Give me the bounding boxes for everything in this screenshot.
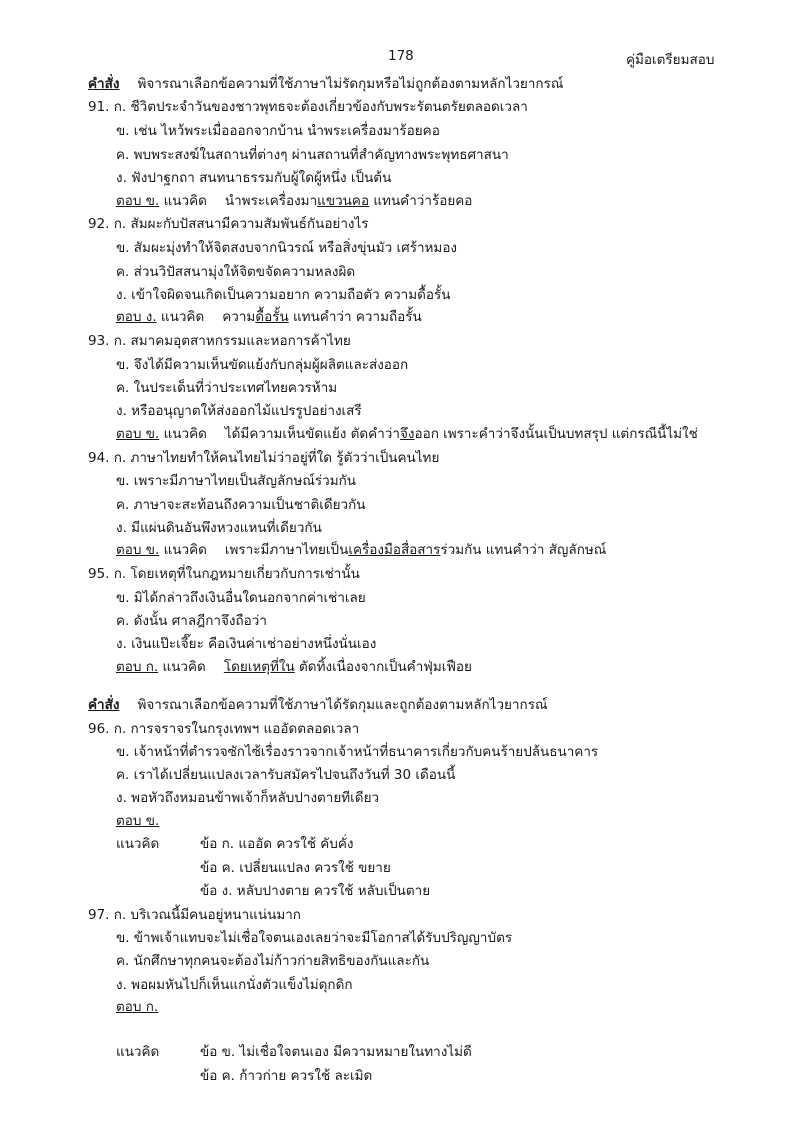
q97-option-d: ง. พอผมหันไปก็เห็นแกนั่งตัวแข็งไม่ดุกดิก (116, 977, 353, 993)
q94-explanation: เพราะมีภาษาไทยเป็น (224, 542, 349, 558)
q96-answer: ตอบ ข. (116, 813, 160, 829)
book-title: คู่มือเตรียมสอบ (626, 52, 715, 68)
q91-answer: ตอบ ข. (116, 193, 160, 209)
q95-explanation-key: โดยเหตุที่ใน (223, 659, 295, 675)
q91-explanation-key: แขวนคอ (317, 193, 370, 209)
q94-answer-line (116, 540, 606, 560)
q95-answer: ตอบ ก. (116, 659, 159, 675)
q94-explanation-rest: ร่วมกัน แทนคำว่า สัญลักษณ์ (440, 542, 607, 558)
q93-answer-line (116, 424, 698, 444)
section-2-command (88, 695, 548, 715)
command-label: คำสั่ง (88, 76, 120, 92)
q94-explanation-key: เครื่องมือสื่อสาร (348, 542, 441, 558)
q95-option-c: ค. ดังนั้น ศาลฎีกาจึงถือว่า (116, 613, 267, 629)
q94-answer: ตอบ ข. (116, 542, 160, 558)
q92-option-a: 92. ก. สัมผะกับปัสสนามีความสัมพันธ์กันอย่างไร (88, 216, 369, 232)
q96-concept-label: แนวคิด (116, 836, 160, 852)
q94-option-d: ง. มีแผ่นดินอันพึงหวงแหนที่เดียวกัน (116, 520, 322, 536)
q97-answer: ตอบ ก. (116, 999, 159, 1015)
q97-option-b: ข. ข้าพเจ้าแทบจะไม่เชื่อใจตนเองเลยว่าจะมีโอกาสได้รับปริญญาบัตร (116, 930, 513, 946)
q92-concept-label: แนวคิด (160, 309, 205, 325)
q97-concept-label: แนวคิด (116, 1044, 160, 1060)
q93-answer: ตอบ ข. (116, 426, 160, 442)
q94-concept-label: แนวคิด (163, 542, 207, 558)
q92-option-b: ข. สัมผะมุ่งทำให้จิตสงบจากนิวรณ์ หรือสิ่งขุ่นมัว เศร้าหมอง (116, 240, 458, 256)
q92-answer-line (116, 307, 422, 327)
q95-answer-line (116, 657, 472, 677)
q91-option-a: 91. ก. ชีวิตประจำวันของชาวพุทธจะต้องเกี่ยวข้องกับพระรัตนตรัยตลอดเวลา (88, 99, 528, 115)
q91-explanation: นำพระเครื่องมา (224, 193, 318, 209)
q93-concept-label: แนวคิด (163, 426, 207, 442)
q92-answer: ตอบ ง. (116, 309, 157, 325)
q94-option-c: ค. ภาษาจะสะท้อนถึงความเป็นชาติเดียวกัน (116, 497, 366, 513)
q95-option-b: ข. มิได้กล่าวถึงเงินอื่นใดนอกจากค่าเช่าเลย (116, 590, 366, 606)
page-number: 178 (388, 48, 414, 64)
q97-note-1: ข้อ ข. ไม่เชื่อใจตนเอง มีความหมายในทางไม่ดี (200, 1044, 472, 1060)
q96-option-d: ง. พอหัวถึงหมอนข้าพเจ้าก็หลับปางตายทีเดียว (116, 790, 380, 806)
command-text: พิจารณาเลือกข้อความที่ใช้ภาษาได้รัดกุมและถูกต้องตามหลักไวยากรณ์ (137, 697, 548, 713)
q94-option-a: 94. ก. ภาษาไทยทำให้คนไทยไม่ว่าอยู่ที่ใด รู้ตัวว่าเป็นคนไทย (88, 450, 440, 466)
q97-option-a: 97. ก. บริเวณนี้มีคนอยู่หนาแน่นมาก (88, 907, 301, 923)
q95-concept-label: แนวคิด (162, 659, 206, 675)
q93-option-a: 93. ก. สมาคมอุตสาหกรรมและหอการค้าไทย (88, 333, 351, 349)
q92-explanation-rest: แทนคำว่า ความถือรั้น (288, 309, 422, 325)
q96-note-2: ข้อ ค. เปลี่ยนแปลง ควรใช้ ขยาย (200, 860, 391, 876)
q93-explanation: ได้มีความเห็นขัดแย้ง ตัดคำว่า (224, 426, 400, 442)
q91-option-d: ง. ฟังปาฐกถา สนทนาธรรมกับผู้ใดผู้หนึ่ง เป็นต้น (116, 170, 392, 186)
q93-explanation-key: จึง (399, 426, 415, 442)
command-label: คำสั่ง (88, 697, 120, 713)
q91-option-b: ข. เช่น ไหว้พระเมื่อออกจากบ้าน นำพระเครื่องมาร้อยคอ (116, 123, 440, 139)
q92-explanation-key: ดื้อรั้น (255, 309, 289, 325)
q91-option-c: ค. พบพระสงฆ์ในสถานที่ต่างๆ ผ่านสถานที่สำคัญทางพระพุทธศาสนา (116, 147, 509, 163)
q91-explanation-rest: แทนคำว่าร้อยคอ (369, 193, 473, 209)
q96-option-c: ค. เราได้เปลี่ยนแปลงเวลารับสมัครไปจนถึงวันที่ 30 เดือนนี้ (116, 767, 456, 783)
q95-explanation-rest: ตัดทิ้งเนื่องจากเป็นคำฟุ่มเฟือย (294, 659, 472, 675)
q97-option-c: ค. นักศึกษาทุกคนจะต้องไม่ก้าวก่ายสิทธิของกันและกัน (116, 953, 430, 969)
q97-note-2: ข้อ ค. ก้าวก่าย ควรใช้ ละเมิด (200, 1068, 373, 1084)
q92-option-c: ค. ส่วนวิปัสสนามุ่งให้จิตขจัดความหลงผิด (116, 264, 356, 280)
q96-option-a: 96. ก. การจราจรในกรุงเทพฯ แออัดตลอดเวลา (88, 721, 360, 737)
q91-answer-line (116, 191, 472, 211)
command-text: พิจารณาเลือกข้อความที่ใช้ภาษาไม่รัดกุมหรือไม่ถูกต้องตามหลักไวยากรณ์ (137, 76, 564, 92)
q96-note-3: ข้อ ง. หลับปางตาย ควรใช้ หลับเป็นตาย (200, 883, 431, 899)
section-1-command (88, 74, 563, 94)
q93-option-d: ง. หรืออนุญาตให้ส่งออกไม้แปรรูปอย่างเสรี (116, 403, 362, 419)
q91-concept-label: แนวคิด (163, 193, 207, 209)
q93-explanation-rest: ออก เพราะคำว่าจึงนั้นเป็นบทสรุป แต่กรณีนี้ไม่ใช่ (414, 426, 698, 442)
q94-option-b: ข. เพราะมีภาษาไทยเป็นสัญลักษณ์ร่วมกัน (116, 473, 357, 489)
q93-option-c: ค. ในประเด็นที่ว่าประเทศไทยควรห้าม (116, 380, 338, 396)
q92-explanation: ความ (222, 309, 256, 325)
q93-option-b: ข. จึงได้มีความเห็นขัดแย้งกับกลุ่มผู้ผลิตและส่งออก (116, 357, 409, 373)
q95-option-a: 95. ก. โดยเหตุที่ในกฎหมายเกี่ยวกับการเช่านั้น (88, 566, 360, 582)
q92-option-d: ง. เข้าใจผิดจนเกิดเป็นความอยาก ความถือตัว ความดื้อรั้น (116, 287, 451, 303)
q96-option-b: ข. เจ้าหน้าที่ตำรวจซักไซ้เรื่องราวจากเจ้าหน้าที่ธนาคารเกี่ยวกับคนร้ายปล้นธนาคาร (116, 744, 599, 760)
q95-option-d: ง. เงินแป๊ะเจี๊ยะ คือเงินค่าเช่าอย่างหนึ่งนั่นเอง (116, 636, 377, 652)
q96-note-1: ข้อ ก. แออัด ควรใช้ คับคั่ง (200, 836, 354, 852)
